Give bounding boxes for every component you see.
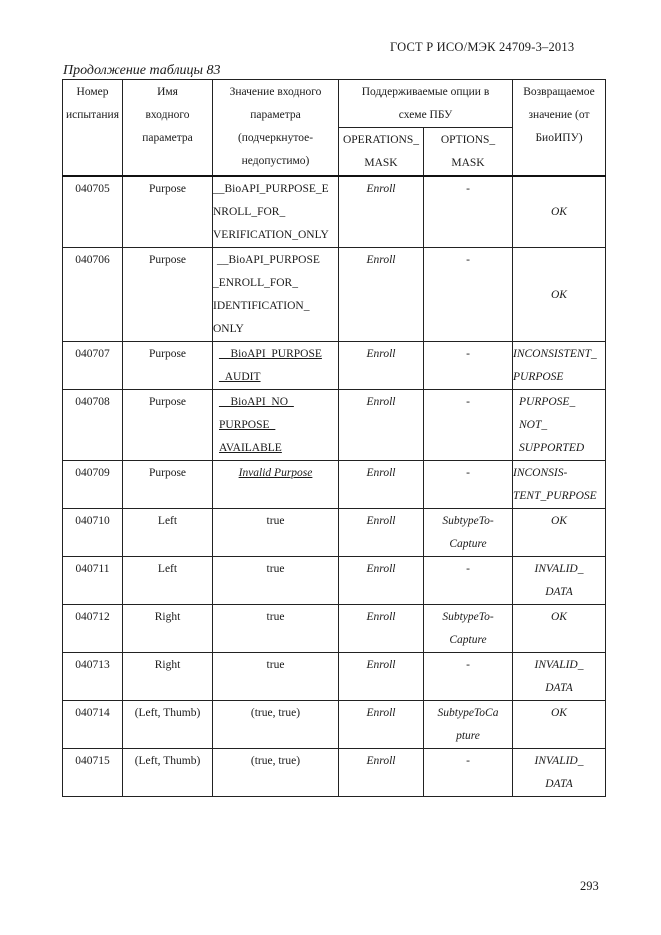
param-name-cell: Purpose — [123, 342, 213, 390]
options-mask-cell: SubtypeTo- Capture — [424, 605, 513, 653]
test-number-cell: 040712 — [63, 605, 123, 653]
returned-value-cell: OK — [513, 605, 606, 653]
page-number: 293 — [580, 879, 599, 893]
param-name-cell: Purpose — [123, 248, 213, 342]
returned-value-cell: OK — [513, 176, 606, 248]
operations-mask-cell: Enroll — [339, 342, 424, 390]
param-name-cell: Right — [123, 605, 213, 653]
options-mask-cell: - — [424, 461, 513, 509]
param-name-cell: (Left, Thumb) — [123, 749, 213, 797]
returned-value-cell: OK — [513, 701, 606, 749]
param-name-cell: Right — [123, 653, 213, 701]
table-row — [63, 461, 606, 509]
table-row — [63, 653, 606, 701]
param-value-cell: __BioAPI_NO_ PURPOSE_ AVAILABLE — [213, 390, 339, 461]
test-number-cell: 040710 — [63, 509, 123, 557]
returned-value-cell: OK — [513, 248, 606, 342]
param-value-cell: Invalid Purpose — [213, 461, 339, 509]
operations-mask-cell: Enroll — [339, 176, 424, 248]
test-number-cell: 040713 — [63, 653, 123, 701]
param-value-cell: __BioAPI_PURPOSE_E NROLL_FOR_ VERIFICATION_ONLY — [213, 176, 339, 248]
options-mask-cell: SubtypeToCa pture — [424, 701, 513, 749]
returned-value-cell: INCONSISTENT_ PURPOSE — [513, 342, 606, 390]
param-value-cell: (true, true) — [213, 749, 339, 797]
operations-mask-cell: Enroll — [339, 509, 424, 557]
header-param-value: Значение входного параметра (подчеркнутое- недопустимо) — [213, 80, 339, 177]
header-returned-value: Возвращаемое значение (от БиоИПУ) — [513, 80, 606, 177]
table-row — [63, 342, 606, 390]
header-operations-mask: OPERATIONS_ MASK — [339, 128, 424, 177]
operations-mask-cell: Enroll — [339, 605, 424, 653]
standard-header: ГОСТ Р ИСО/МЭК 24709-3–2013 — [390, 40, 575, 54]
param-value-cell: true — [213, 557, 339, 605]
param-value-cell: (true, true) — [213, 701, 339, 749]
operations-mask-cell: Enroll — [339, 653, 424, 701]
table-row — [63, 390, 606, 461]
param-name-cell: (Left, Thumb) — [123, 701, 213, 749]
param-name-cell: Left — [123, 557, 213, 605]
returned-value-cell: INVALID_ DATA — [513, 557, 606, 605]
header-test-number: Номер испытания — [63, 80, 123, 177]
table-row — [63, 509, 606, 557]
test-number-cell: 040714 — [63, 701, 123, 749]
operations-mask-cell: Enroll — [339, 461, 424, 509]
returned-value-cell: INCONSIS- TENT_PURPOSE — [513, 461, 606, 509]
table-row — [63, 176, 606, 248]
options-mask-cell: - — [424, 176, 513, 248]
table-row — [63, 701, 606, 749]
param-name-cell: Left — [123, 509, 213, 557]
operations-mask-cell: Enroll — [339, 557, 424, 605]
param-name-cell: Purpose — [123, 176, 213, 248]
test-table — [62, 79, 606, 797]
test-number-cell: 040711 — [63, 557, 123, 605]
operations-mask-cell: Enroll — [339, 749, 424, 797]
options-mask-cell: - — [424, 342, 513, 390]
param-value-cell: __BioAPI_PURPOSE _ENROLL_FOR_ IDENTIFICATION_ ONLY — [213, 248, 339, 342]
test-number-cell: 040705 — [63, 176, 123, 248]
returned-value-cell: INVALID_ DATA — [513, 749, 606, 797]
param-value-cell: true — [213, 509, 339, 557]
operations-mask-cell: Enroll — [339, 701, 424, 749]
param-name-cell: Purpose — [123, 390, 213, 461]
table-row — [63, 605, 606, 653]
param-value-cell: __BioAPI_PURPOSE _AUDIT — [213, 342, 339, 390]
header-supported-options: Поддерживаемые опции в схеме ПБУ — [339, 80, 513, 128]
test-number-cell: 040715 — [63, 749, 123, 797]
table-row — [63, 557, 606, 605]
test-number-cell: 040708 — [63, 390, 123, 461]
test-number-cell: 040707 — [63, 342, 123, 390]
options-mask-cell: SubtypeTo- Capture — [424, 509, 513, 557]
options-mask-cell: - — [424, 248, 513, 342]
returned-value-cell: OK — [513, 509, 606, 557]
options-mask-cell: - — [424, 557, 513, 605]
param-value-cell: true — [213, 605, 339, 653]
returned-value-cell: PURPOSE_ NOT_ SUPPORTED — [513, 390, 606, 461]
param-value-cell: true — [213, 653, 339, 701]
table-row — [63, 248, 606, 342]
header-param-name: Имя входного параметра — [123, 80, 213, 177]
operations-mask-cell: Enroll — [339, 390, 424, 461]
test-number-cell: 040709 — [63, 461, 123, 509]
param-name-cell: Purpose — [123, 461, 213, 509]
returned-value-cell: INVALID_ DATA — [513, 653, 606, 701]
table-row — [63, 749, 606, 797]
operations-mask-cell: Enroll — [339, 248, 424, 342]
test-number-cell: 040706 — [63, 248, 123, 342]
options-mask-cell: - — [424, 749, 513, 797]
table-caption: Продолжение таблицы 83 — [63, 63, 221, 78]
header-options-mask: OPTIONS_ MASK — [424, 128, 513, 177]
options-mask-cell: - — [424, 653, 513, 701]
options-mask-cell: - — [424, 390, 513, 461]
